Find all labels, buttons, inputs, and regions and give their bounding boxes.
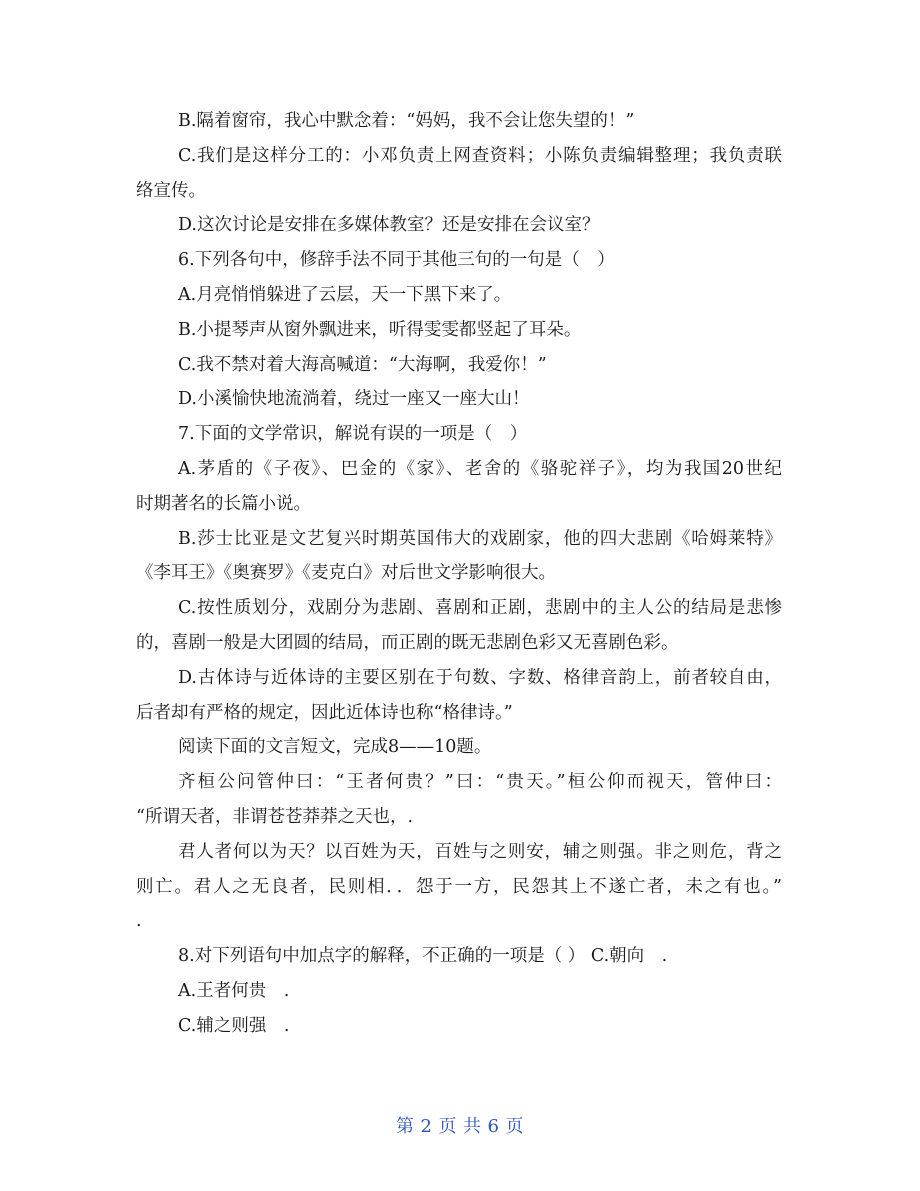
option-d: D.古体诗与近体诗的主要区别在于句数、字数、格律音韵上，前者较自由，	[178, 667, 782, 688]
text-line: C.我们是这样分工的：小邓负责上网查资料；小陈负责编辑整理；我负责联	[178, 145, 782, 166]
reading-instruction: 阅读下面的文言短文，完成8——10题。	[178, 737, 492, 758]
option-a: A.月亮悄悄躲进了云层，天一下黑下来了。	[178, 284, 512, 305]
current-page-number: 2	[420, 1116, 433, 1137]
option-a: A.王者何贵 .	[178, 980, 290, 1001]
option-d: D.小溪愉快地流淌着，绕过一座又一座大山！	[178, 389, 530, 410]
option-b: B.莎士比亚是文艺复兴时期英国伟大的戏剧家，他的四大悲剧《哈姆莱特》	[178, 528, 782, 549]
text-line: B.隔着窗帘，我心中默念着：“妈妈，我不会让您失望的！”	[178, 111, 635, 131]
classical-passage: 则亡。君人之无良者，民则相．．怨于一方，民怨其上不遂亡者，未之有也。”	[136, 876, 782, 897]
text-line: .	[136, 911, 142, 932]
text-line: 时期著名的长篇小说。	[136, 493, 311, 514]
classical-passage: “所谓天者，非谓苍苍莽莽之天也，.	[136, 806, 414, 827]
option-a: A.茅盾的《子夜》、巴金的《家》、老舍的《骆驼祥子》，均为我国20世纪	[178, 458, 782, 479]
text-line: 后者却有严格的规定，因此近体诗也称“格律诗。”	[136, 702, 513, 723]
text-line: 络宣传。	[136, 180, 206, 201]
option-c: C.辅之则强 .	[178, 1015, 290, 1036]
footer-label-page: 第	[396, 1116, 415, 1137]
total-page-number: 6	[487, 1116, 500, 1137]
question-6: 6.下列各句中，修辞手法不同于其他三句的一句是（ ）	[178, 250, 615, 271]
text-line: D.这次讨论是安排在多媒体教室？还是安排在会议室？	[178, 215, 600, 236]
question-7: 7.下面的文学常识，解说有误的一项是（ ）	[178, 424, 528, 445]
text-line: 《李耳王》《奥赛罗》《麦克白》对后世文学影响很大。	[136, 563, 556, 584]
footer-label-total: 共	[463, 1116, 482, 1137]
option-c: C.我不禁对着大海高喊道：“大海啊，我爱你！”	[178, 354, 547, 375]
page-footer	[0, 1112, 920, 1138]
footer-label-unit: 页	[438, 1116, 457, 1137]
option-b: B.小提琴声从窗外飘进来，听得雯雯都竖起了耳朵。	[178, 319, 582, 340]
option-c: C.按性质划分，戏剧分为悲剧、喜剧和正剧，悲剧中的主人公的结局是悲惨	[178, 598, 782, 619]
classical-passage: 齐桓公问管仲曰：“王者何贵？”曰：“贵天。”桓公仰而视天，管仲曰：	[178, 772, 782, 793]
footer-label-unit: 页	[505, 1116, 524, 1137]
question-8: 8.对下列语句中加点字的解释，不正确的一项是（ ） C.朝向 .	[178, 946, 668, 967]
text-line: 的，喜剧一般是大团圆的结局，而正剧的既无悲剧色彩又无喜剧色彩。	[136, 632, 679, 653]
document-body	[136, 104, 782, 1044]
classical-passage: 君人者何以为天？以百姓为天，百姓与之则安，辅之则强。非之则危，背之	[178, 841, 782, 862]
